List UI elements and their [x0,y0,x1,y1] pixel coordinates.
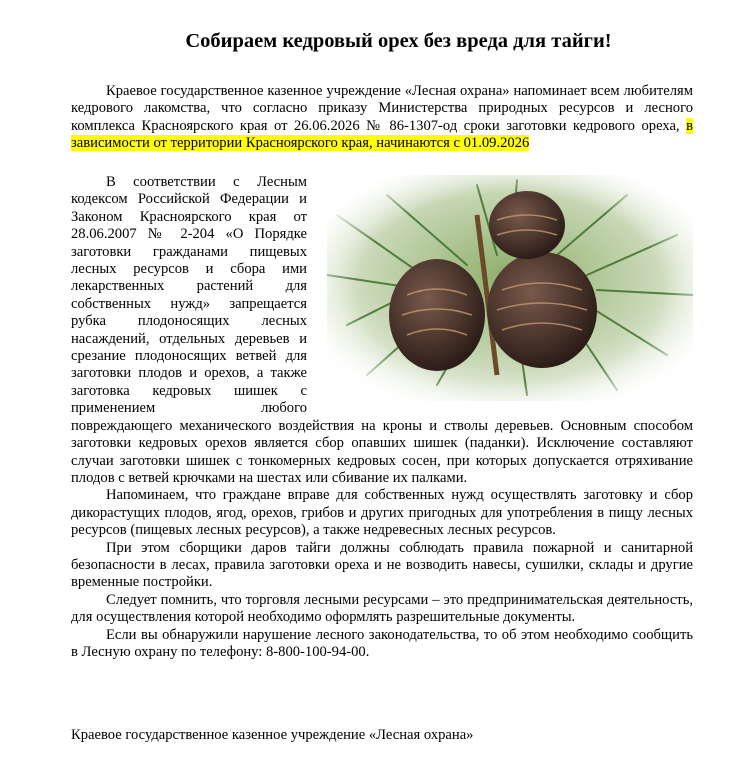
highlighted-dates: в зависимости от территории Красноярского края, начинаются с 01.09.2026 [71,117,693,152]
trade-paragraph: Следует помнить, что торговля лесными ресурсами – это предпринимательская деятельность, для осуществления которой необходимо оформлять разрешительные документы. [71,591,693,626]
cedar-cones-image [327,175,693,401]
contact-paragraph: Если вы обнаружили нарушение лесного законодательства, то об этом необходимо сообщить в Лесную охрану по телефону: 8-800-100-94-00. [71,626,693,660]
regulation-paragraph: В соответствии с Лесным кодексом Российской Федерации и Законом Красноярского края от 28.06.2007 № 2-204 «О Порядке заготовки гражданами пищевых лесных ресурсов и сбора ими лекарственных растений для собственных нужд» запрещается рубка плодоносящих лесных насаждений, отдельных деревьев и срезание плодоносящих ветвей для заготовки плодов и орехов, а также заготовка кедровых шишек с применением любого повреждающего механического воздействия на кроны и стволы деревьев. Основным способом заготовки кедровых орехов является сбор опавших шишек (паданки). Исключение составляют случаи заготовки шишек с тонкомерных кедровых сосен, при которых допускается отряхивание плодов с ветвей крючками на шестах или сбивание их палками. [71,174,693,486]
intro-paragraph [71,83,693,153]
page-title: Собираем кедровый орех без вреда для тайги! [185,30,612,52]
signature: Краевое государственное казенное учреждение «Лесная охрана» [71,727,474,743]
article-body [71,174,693,661]
safety-paragraph: При этом сборщики даров тайги должны соблюдать правила пожарной и санитарной безопасности в лесах, правила заготовки ореха и не возводить навесы, сушилки, склады и другие временные постройки. [71,539,693,591]
intro-text: Краевое государственное казенное учреждение «Лесная охрана» напоминает всем любителям кедрового лакомства, что согласно приказу Министерства природных ресурсов и лесного комплекса Красноярского края от 26.06.2026 № 86-1307-од сроки заготовки кедрового ореха, [71,83,693,134]
rights-paragraph: Напоминаем, что граждане вправе для собственных нужд осуществлять заготовку и сбор дикорастущих плодов, ягод, орехов, грибов и других пригодных для употребления в пищу лесных ресурсов (пищевых лесных ресурсов), а также недревесных лесных ресурсов. [71,487,693,539]
